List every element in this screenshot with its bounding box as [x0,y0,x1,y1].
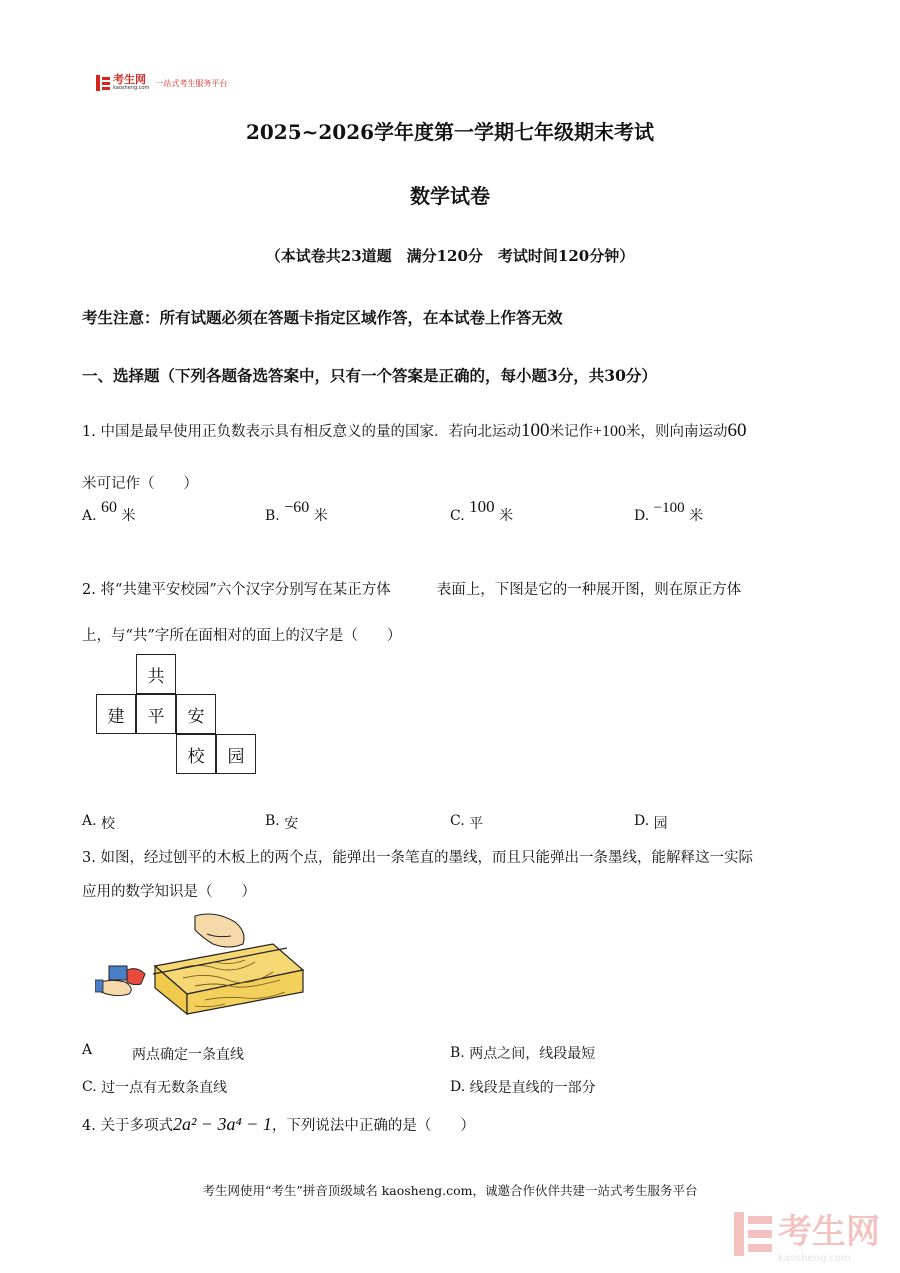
watermark [734,1204,880,1264]
q3-text-line-1: 3. 如图，经过刨平的木板上的两个点，能弹出一条笔直的墨线，而且只能弹出一条墨线，能解释这一实际 [82,850,753,866]
option-label: B. [265,508,280,524]
exam-info: （本试卷共23道题 满分120分 考试时间120分钟） [265,247,635,265]
option-label: A. [82,813,97,829]
wood-board-ink-line-illustration [95,908,310,1018]
cube-face: 共 [136,654,176,694]
cube-net-figure [96,654,258,776]
q1-option-a[interactable] [82,499,136,525]
q1-math-2: +100 [592,423,626,440]
page-footer: 考生网使用“考生”拼音顶级域名 kaosheng.com，诚邀合作伙伴共建一站式考生服务平台 [202,1183,698,1198]
option-label: D. [634,813,650,829]
q1-math-1: 100 [520,420,550,441]
q4-text: 4. 关于多项式 [82,1118,173,1134]
q3-option-b[interactable] [450,1042,595,1062]
q2-option-d[interactable] [634,810,668,830]
q1-text-line-2: 米可记作（ ） [82,476,198,492]
option-label: C. [450,508,465,524]
q3-option-c[interactable] [82,1076,227,1096]
option-unit: 米 [121,508,136,524]
logo-slogan: 一站式考生服务平台 [155,78,228,88]
option-label: B. [450,1045,465,1061]
option-text: 线段是直线的一部分 [469,1080,596,1096]
option-label: D. [450,1079,466,1095]
q4-polynomial: 2a² − 3a⁴ − 1 [172,1114,272,1134]
watermark-domain: kaosheng.com [778,1253,851,1264]
q1-text: 1. 中国是最早使用正负数表示具有相反意义的量的国家．若向北运动 [82,424,521,440]
logo-domain: kaosheng.com [113,85,150,91]
option-unit: 米 [313,508,328,524]
watermark-logo-icon [734,1212,772,1256]
option-label: C. [450,813,465,829]
logo-name: 考生网 [113,73,146,86]
option-label: C. [82,1079,97,1095]
question-4 [82,1114,475,1135]
q2-text-line-1 [82,578,741,599]
q3-option-d[interactable] [450,1076,596,1096]
option-math: −60 [284,499,310,516]
option-math: 100 [469,497,495,516]
exam-subject: 数学试卷 [410,184,490,208]
option-unit: 米 [499,508,514,524]
cube-face: 校 [176,734,216,774]
exam-notice: 考生注意：所有试题必须在答题卡指定区域作答，在本试卷上作答无效 [82,308,563,327]
option-unit: 米 [689,508,704,524]
option-label: A [82,1042,93,1058]
option-text: 两点之间，线段最短 [469,1046,596,1062]
q3-text-line-2: 应用的数学知识是（ ） [82,884,256,900]
option-label: B. [265,813,280,829]
q2-option-c[interactable] [450,810,483,830]
option-label: D. [634,508,650,524]
q1-math-3: 60 [727,420,747,441]
q4-text: ，下列说法中正确的是（ ） [271,1118,475,1134]
q2-text: 表面上，下图是它的一种展开图，则在原正方体 [436,582,742,598]
site-logo [96,72,227,94]
cube-face: 园 [216,734,256,774]
q2-text-line-2: 上，与“共”字所在面相对的面上的汉字是（ ） [82,628,402,644]
option-label: A. [82,508,97,524]
q1-option-d[interactable] [634,500,704,525]
cube-face: 建 [96,694,136,734]
logo-icon [96,75,110,91]
exam-title: 2025~2026学年度第一学期七年级期末考试 [245,120,655,144]
cube-face: 安 [176,694,216,734]
option-text: 安 [284,816,299,832]
option-math: 60 [101,499,118,516]
option-text: 平 [469,816,484,832]
cube-face: 平 [136,694,176,734]
q1-option-b[interactable] [265,499,328,525]
section-heading: 一、选择题（下列各题备选答案中，只有一个答案是正确的，每小题3分，共30分） [82,366,657,385]
q1-text: 米记作 [549,424,593,440]
q2-option-a[interactable] [82,810,115,830]
question-1-line-1 [82,420,746,442]
option-text: 过一点有无数条直线 [101,1080,228,1096]
q1-text: 米，则向南运动 [625,424,728,440]
q2-option-b[interactable] [265,810,298,830]
option-math: −100 [653,500,685,516]
q2-text: 2. 将“共建平安校园”六个汉字分别写在某正方体 [82,582,391,598]
watermark-name: 考生网 [778,1212,880,1252]
q3-option-a[interactable] [82,1042,244,1063]
q1-option-c[interactable] [450,497,514,525]
option-text: 两点确定一条直线 [132,1047,244,1063]
option-text: 园 [653,816,668,832]
option-text: 校 [101,816,116,832]
